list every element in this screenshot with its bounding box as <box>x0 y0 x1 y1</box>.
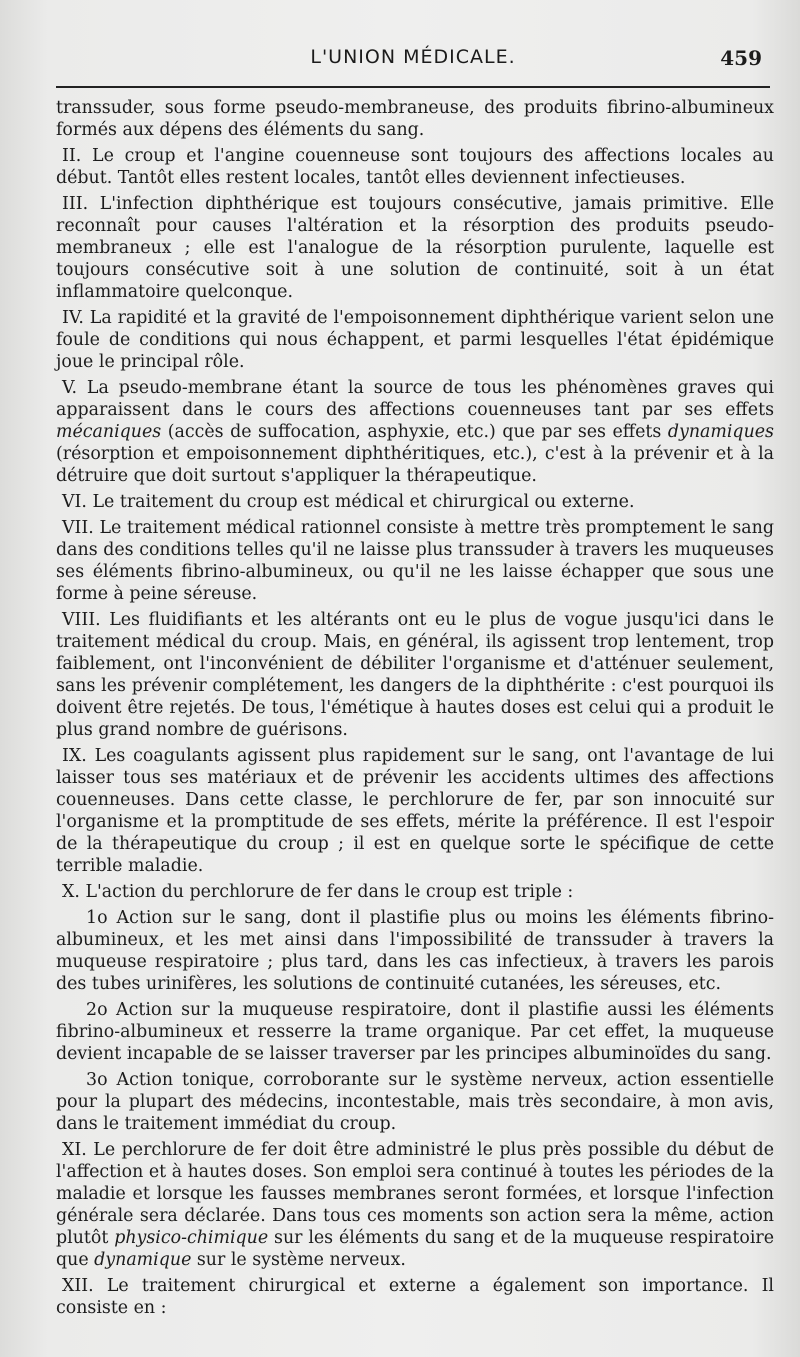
section-numeral: V. <box>62 378 78 398</box>
paragraph-text: sur le système nerveux. <box>191 1250 406 1270</box>
item-ordinal: 1o <box>86 908 108 928</box>
paragraph-x-3 <box>56 1069 774 1135</box>
item-ordinal: 2o <box>86 1000 108 1020</box>
section-numeral: IX. <box>62 746 87 766</box>
italic-term: physico-chimique <box>114 1228 269 1248</box>
italic-term: dynamique <box>94 1250 192 1270</box>
running-title: L'UNION MÉDICALE. <box>310 46 516 68</box>
paragraph-x-1 <box>56 907 774 995</box>
paragraph-text: (résorption et empoisonnement diphthéritiques, etc.), c'est à la prévenir et à la détruire que doit surtout s'appliquer la thérapeutique. <box>56 444 774 486</box>
section-numeral: XI. <box>62 1140 87 1160</box>
paragraph-x <box>56 881 774 903</box>
page-header <box>56 44 770 84</box>
paragraph-text: Le perchlorure de fer doit être administré le plus près possible du début de l'affection et à hautes doses. Son emploi sera continué à toutes les périodes de la maladie et lorsque les fausses membranes seront formées, et lorsque l'infection générale sera déclarée. Dans tous ces moments son action sera la même, action plutôt <box>56 1140 774 1248</box>
paragraph-text: transsuder, sous forme pseudo-membraneuse, des produits fibrino-albumineux formés aux dépens des éléments du sang. <box>56 98 774 140</box>
paragraph-text: Action sur la muqueuse respiratoire, dont il plastifie aussi les éléments fibrino-albumineux et resserre la trame organique. Par cet effet, la muqueuse devient incapable de se laisser traverser par les principes albuminoïdes du sang. <box>56 1000 774 1064</box>
section-numeral: X. <box>62 882 80 902</box>
paragraph-text: Action sur le sang, dont il plastifie plus ou moins les éléments fibrino-albumineux, et les met ainsi dans l'impossibilité de transsuder à travers la muqueuse respiratoire ; plus tard, dans les cas infectieux, à travers les parois des tubes urinifères, les solutions de continuité cutanées, les séreuses, etc. <box>56 908 774 994</box>
section-numeral: VIII. <box>62 610 101 630</box>
section-numeral: III. <box>62 194 89 214</box>
italic-term: dynamiques <box>667 422 774 442</box>
page-body <box>56 97 774 1323</box>
paragraph-x-2 <box>56 999 774 1065</box>
paragraph-text: Le croup et l'angine couenneuse sont toujours des affections locales au début. Tantôt elles restent locales, tantôt elles deviennent infectieuses. <box>56 146 774 188</box>
paragraph-xi <box>56 1139 774 1271</box>
section-numeral: VII. <box>62 518 94 538</box>
section-numeral: XII. <box>62 1276 94 1296</box>
paragraph-text: L'infection diphthérique est toujours consécutive, jamais primitive. Elle reconnaît pour causes l'altération et la résorption des produits pseudo-membraneux ; elle est l'analogue de la résorption purulente, laquelle est toujours consécutive soit à une solution de continuité, soit à un état inflammatoire quelconque. <box>56 194 774 302</box>
paragraph-text: sur les éléments du sang et de la muqueuse respiratoire que <box>56 1228 774 1270</box>
section-numeral: II. <box>62 146 82 166</box>
italic-term: mécaniques <box>56 422 162 442</box>
section-numeral: VI. <box>62 492 87 512</box>
paragraph-vi <box>56 491 774 513</box>
paragraph-ii <box>56 145 774 189</box>
paragraph-text: L'action du perchlorure de fer dans le croup est triple : <box>79 882 574 902</box>
paragraph-iii <box>56 193 774 303</box>
paragraph-iv <box>56 307 774 373</box>
section-numeral: IV. <box>62 308 84 328</box>
paragraph-text: Le traitement chirurgical et externe a également son importance. Il consiste en : <box>56 1276 774 1318</box>
page-number: 459 <box>720 46 762 70</box>
paragraph-xii <box>56 1275 774 1319</box>
paragraph-ix <box>56 745 774 877</box>
paragraph-viii <box>56 609 774 741</box>
paragraph-text: Le traitement médical rationnel consiste à mettre très promptement le sang dans des conditions telles qu'il ne laisse plus transsuder à travers les muqueuses ses éléments fibrino-albumineux, ou qu'il ne les laisse échapper que sous une forme à peine séreuse. <box>56 518 774 604</box>
paragraph-text: Action tonique, corroborante sur le système nerveux, action essentielle pour la plupart des médecins, incontestable, mais très secondaire, à mon avis, dans le traitement immédiat du croup. <box>56 1070 774 1134</box>
paragraph-text: Les coagulants agissent plus rapidement sur le sang, ont l'avantage de lui laisser tous ses matériaux et de prévenir les accidents ultimes des affections couenneuses. Dans cette classe, le perchlorure de fer, par son innocuité sur l'organisme et la promptitude de ses effets, mérite la préférence. Il est l'espoir de la thérapeutique du croup ; il est en quelque sorte le spécifique de cette terrible maladie. <box>56 746 774 876</box>
paragraph-text: Le traitement du croup est médical et chirurgical ou externe. <box>86 492 635 512</box>
item-ordinal: 3o <box>86 1070 108 1090</box>
paragraph-text: La rapidité et la gravité de l'empoisonnement diphthérique varient selon une foule de conditions qui nous échappent, et parmi lesquelles l'état épidémique joue le principal rôle. <box>56 308 774 372</box>
paragraph-continued <box>56 97 774 141</box>
paragraph-v <box>56 377 774 487</box>
paragraph-text: (accès de suffocation, asphyxie, etc.) que par ses effets <box>161 422 668 442</box>
header-rule <box>56 86 770 88</box>
paragraph-text: Les fluidifiants et les altérants ont eu le plus de vogue jusqu'ici dans le traitement médical du croup. Mais, en général, ils agissent trop lentement, trop faiblement, ont l'inconvénient de débiliter l'organisme et d'atténuer seulement, sans les prévenir complétement, les dangers de la diphthérite : c'est pourquoi ils doivent être rejetés. De tous, l'émétique à hautes doses est celui qui a produit le plus grand nombre de guérisons. <box>56 610 774 740</box>
paragraph-text: La pseudo-membrane étant la source de tous les phénomènes graves qui apparaissent dans le cours des affections couenneuses tant par ses effets <box>56 378 774 420</box>
paragraph-vii <box>56 517 774 605</box>
